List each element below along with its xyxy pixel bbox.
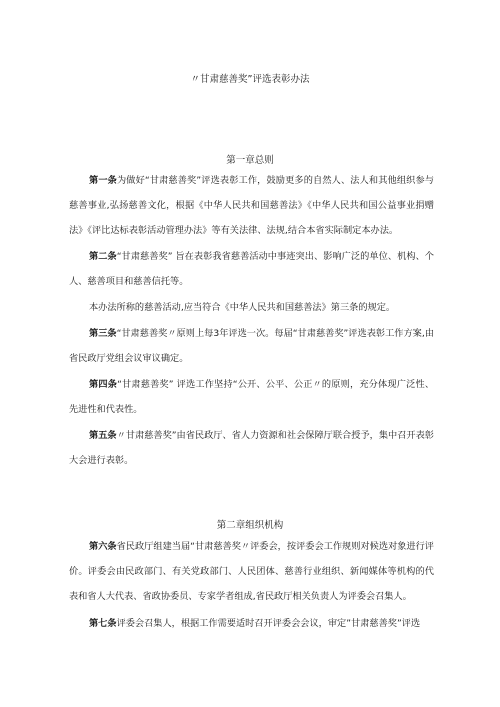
article-6: [69, 534, 434, 609]
article-3: [69, 321, 434, 371]
article-label: 第五条: [89, 430, 117, 441]
article-text: “甘肃慈善奖〃原则上每3年评选一次。每届“甘肃慈善奖”评选表彰工作方案,由省民政厅党组会议审议确定。: [69, 328, 434, 364]
article-text: 评委会召集人，根据工作需要适时召开评委会会议，审定”甘肃慈善奖”评选: [116, 618, 421, 629]
article-5: [69, 423, 434, 473]
article-label: 第四条: [89, 379, 118, 390]
article-7: [69, 611, 434, 636]
document-title: 〃甘肃慈善奖”评选表彰办法: [190, 74, 310, 85]
article-text: “甘肃慈善奖” 评选工作坚持“公开、公平、公正〃的原则，充分体现广泛性、先进性和代表性。: [69, 379, 435, 415]
article-label: 第七条: [89, 618, 117, 629]
article-text: 为做好“甘肃慈善奖”评选表彰工作，鼓励更多的自然人、法人和其他组织参与慈善事业,弘扬慈善文化，根据《中华人民共和国慈善法》《中华人民共和国公益事业捐赠法》《评比达标表彰活动管理办法》等有关法律、法规,结合本省实际制定本办法。: [69, 175, 434, 236]
article-text: “甘肃慈善奖” 旨在表彰我省慈善活动中事迹突出、影响广泛的单位、机构、个人、慈善项目和慈善信托等。: [69, 251, 434, 287]
article-4: [69, 372, 434, 422]
chapter-2-heading: 第二章组织机构: [216, 520, 284, 531]
article-label: 第二条: [89, 251, 117, 262]
article-text: 〃甘肃慈善奖”由省民政厅、省人力资源和社会保障厅联合授予，集中召开表彰大会进行表彰。: [69, 430, 434, 466]
article-1: [69, 168, 434, 243]
article-text: 省民政厅组建当届“甘肃慈善奖〃评委会，按评委会工作规则对候选对象进行评价。评委会由民政部门、有关党政部门、人民团体、慈善行业组织、新闻媒体等机构的代表和省人大代表、省政协委员、专家学者组成,省民政厅相关负责人为评委会召集人。: [69, 541, 434, 602]
paragraph-text: 本办法所称的慈善活动,应当符合《中华人民共和国慈善法》第三条的规定。: [89, 302, 396, 313]
chapter-1-heading: 第一章总则: [226, 155, 274, 166]
article-2: [69, 244, 434, 294]
article-label: 第三条: [89, 328, 117, 339]
paragraph-definition: [69, 295, 434, 320]
article-label: 第一条: [89, 175, 117, 186]
article-label: 第六条: [89, 541, 117, 552]
